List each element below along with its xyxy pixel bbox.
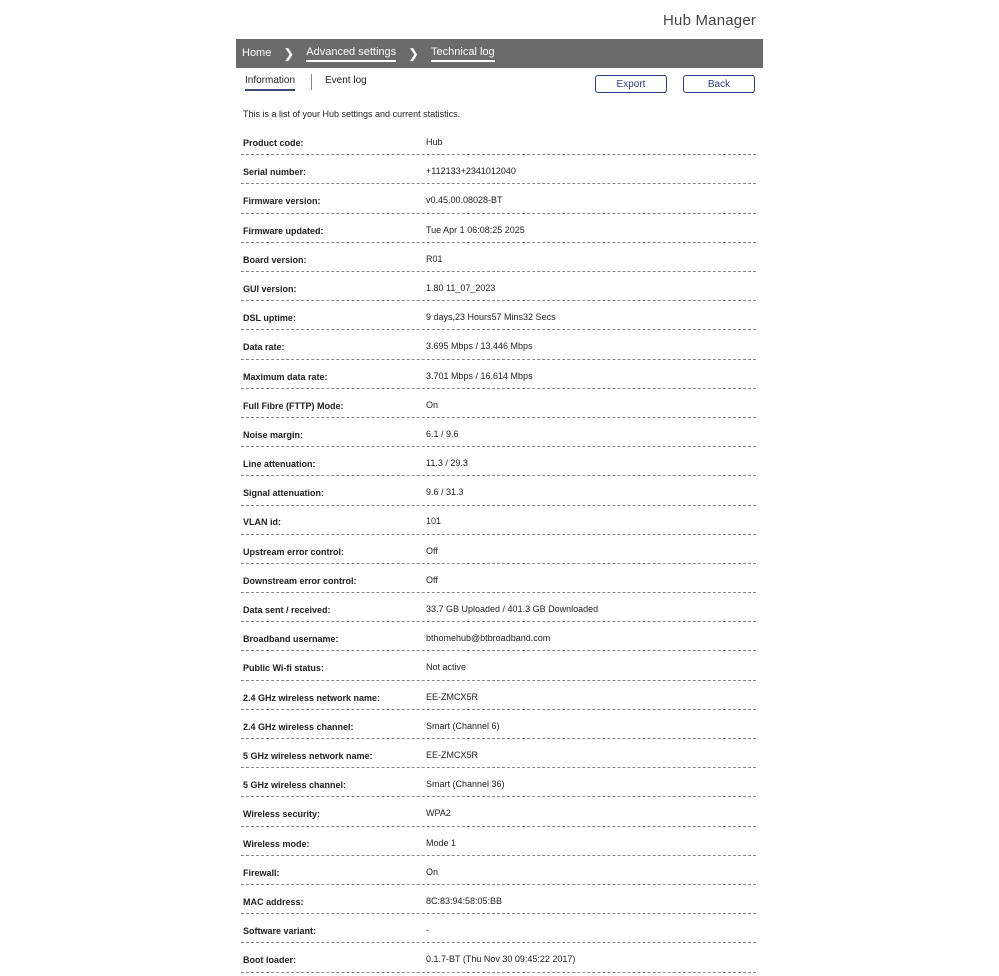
table-row — [241, 361, 756, 389]
row-value: Off — [426, 545, 438, 556]
table-row — [241, 244, 756, 272]
table-row — [241, 740, 756, 768]
tab-event-log[interactable]: Event log — [325, 75, 367, 86]
row-value: bthomehub@btbroadband.com — [426, 633, 551, 644]
row-label: Full Fibre (FTTP) Mode: — [243, 400, 344, 411]
row-value: 3.695 Mbps / 13.446 Mbps — [426, 341, 533, 352]
row-label: Data sent / received: — [243, 605, 331, 615]
row-label: Wireless security: — [243, 809, 320, 820]
row-label: DSL uptime: — [243, 313, 296, 324]
table-row — [241, 857, 756, 885]
table-row — [241, 682, 756, 710]
row-label: Wireless mode: — [243, 838, 310, 849]
table-row — [241, 944, 756, 972]
table-row — [241, 565, 756, 593]
row-value: 0.1.7-BT (Thu Nov 30 09:45:22 2017) — [426, 954, 576, 965]
row-value: EE-ZMCX5R — [426, 749, 479, 760]
row-value: WPA2 — [426, 808, 451, 819]
intro-text: This is a list of your Hub settings and current statistics. — [243, 109, 461, 119]
table-row — [241, 390, 756, 418]
row-value: Mode 1 — [426, 837, 457, 848]
row-value: - — [426, 925, 429, 936]
table-row — [241, 623, 756, 651]
table-row — [241, 156, 756, 184]
row-value: Smart (Channel 36) — [426, 779, 505, 790]
row-value: 6.1 / 9.6 — [426, 428, 459, 439]
tab-bar — [241, 72, 756, 96]
table-row — [241, 477, 756, 505]
table-row — [241, 915, 756, 943]
row-label: Firewall: — [243, 867, 280, 878]
row-label: Downstream error control: — [243, 575, 357, 586]
row-label: 2.4 GHz wireless channel: — [243, 721, 354, 732]
row-value: 8C:83:94:58:05:BB — [426, 895, 503, 906]
back-button[interactable]: Back — [683, 75, 755, 93]
tab-information[interactable]: Information — [245, 75, 295, 91]
row-label: Firmware version: — [243, 196, 321, 207]
table-row — [241, 798, 756, 826]
row-label: Serial number: — [243, 167, 307, 178]
app-title: Hub Manager — [663, 12, 757, 29]
row-label: Signal attenuation: — [243, 488, 324, 499]
row-label: 5 GHz wireless channel: — [243, 780, 347, 791]
table-row — [241, 419, 756, 447]
export-button[interactable]: Export — [595, 75, 667, 93]
row-value: 33.7 GB Uploaded / 401.3 GB Downloaded — [426, 604, 599, 614]
row-value: 1.80 11_07_2023 — [426, 282, 496, 293]
row-value: 101 — [426, 516, 442, 527]
row-label: MAC address: — [243, 896, 304, 907]
table-row — [241, 127, 756, 155]
row-label: Software variant: — [243, 926, 317, 937]
row-value: 9.6 / 31.3 — [426, 487, 464, 498]
row-value: On — [426, 866, 439, 877]
row-label: Line attenuation: — [243, 459, 316, 470]
table-row — [241, 331, 756, 359]
row-value: EE-ZMCX5R — [426, 691, 479, 702]
table-row — [241, 711, 756, 739]
row-value: On — [426, 399, 439, 410]
row-value: 11.3 / 29.3 — [426, 458, 468, 469]
row-label: Boot loader: — [243, 955, 296, 966]
breadcrumb-technical-log[interactable]: Technical log — [431, 46, 495, 62]
row-value: Not active — [426, 662, 467, 673]
row-value: 3.701 Mbps / 16.614 Mbps — [426, 370, 533, 381]
row-value: Tue Apr 1 06:08:25 2025 — [426, 224, 525, 235]
row-value: Off — [426, 574, 438, 585]
row-label: Board version: — [243, 254, 307, 265]
table-row — [241, 536, 756, 564]
row-value: v0.45.00.08028-BT — [426, 195, 503, 206]
breadcrumb — [236, 39, 763, 68]
table-row — [241, 828, 756, 856]
table-row — [241, 594, 756, 622]
row-label: VLAN id: — [243, 517, 281, 528]
row-value: R01 — [426, 253, 443, 264]
row-label: Public Wi-fi status: — [243, 663, 324, 674]
table-row — [241, 215, 756, 243]
row-label: Noise margin: — [243, 429, 304, 440]
table-row — [241, 769, 756, 797]
row-value: Hub — [426, 137, 443, 147]
table-row — [241, 652, 756, 680]
tab-divider — [311, 74, 312, 90]
row-label: 5 GHz wireless network name: — [243, 750, 373, 761]
row-value: 9 days,23 Hours57 Mins32 Secs — [426, 312, 556, 323]
row-label: Data rate: — [243, 342, 285, 353]
row-label: Product code: — [243, 138, 304, 148]
breadcrumb-home-link[interactable]: Home — [242, 46, 272, 59]
row-label: Upstream error control: — [243, 546, 345, 557]
row-value: +112133+2341012040 — [426, 166, 516, 177]
info-table — [241, 127, 756, 973]
breadcrumb-advanced-settings-link[interactable]: Advanced settings — [306, 46, 396, 62]
table-row — [241, 185, 756, 213]
table-row — [241, 886, 756, 914]
row-label: GUI version: — [243, 283, 297, 294]
table-row — [241, 448, 756, 476]
table-row — [241, 302, 756, 330]
table-row — [241, 506, 756, 534]
row-label: Broadband username: — [243, 634, 339, 645]
chevron-right-icon: ❯ — [283, 45, 295, 61]
row-label: Firmware updated: — [243, 225, 324, 236]
row-label: 2.4 GHz wireless network name: — [243, 692, 381, 703]
table-row — [241, 273, 756, 301]
row-value: Smart (Channel 6) — [426, 720, 500, 731]
row-label: Maximum data rate: — [243, 371, 328, 382]
chevron-right-icon: ❯ — [408, 45, 420, 61]
